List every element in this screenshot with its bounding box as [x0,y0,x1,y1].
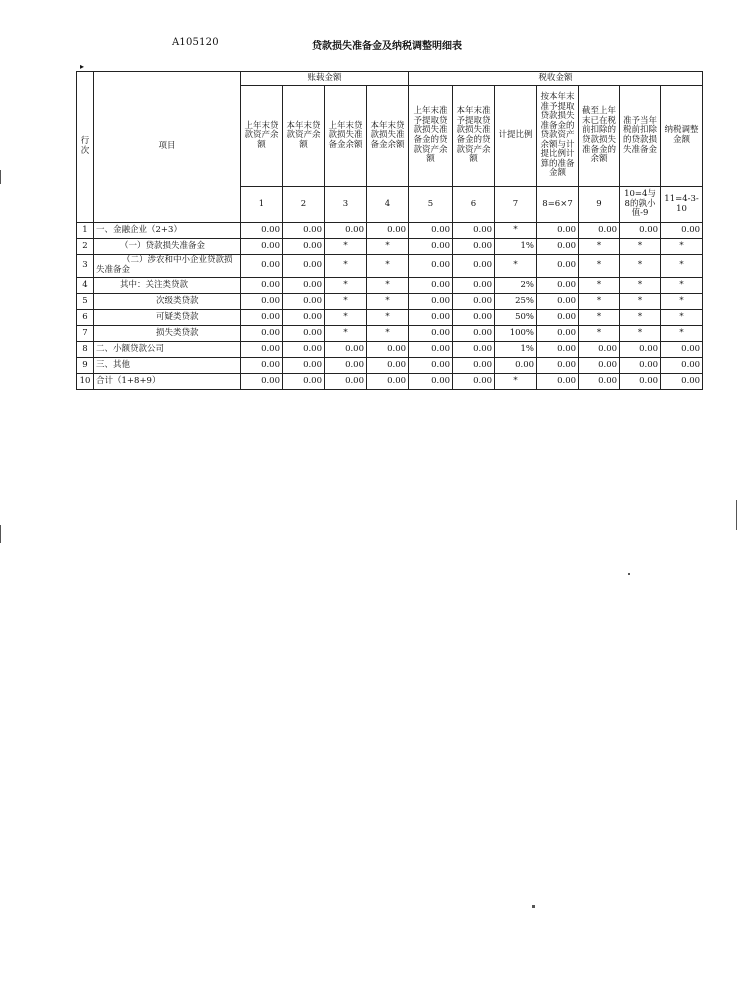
cell-col1: 0.00 [241,326,283,342]
cell-col4: * [367,310,409,326]
cell-col9: * [579,310,620,326]
cell-col2: 0.00 [283,342,325,358]
table-row [77,294,703,310]
cell-col6: 0.00 [453,310,495,326]
header-col3: 上年末贷款损失准备金余额 [325,86,367,187]
scan-artifact [0,525,1,543]
cell-col3: * [325,326,367,342]
table-row [77,326,703,342]
form-title: 贷款损失准备金及纳税调整明细表 [312,41,462,52]
form-code: A105120 [172,37,219,48]
row-item: （二）涉农和中小企业贷款损失准备金 [94,255,241,278]
colnum-2: 2 [283,187,325,223]
loan-loss-reserve-table [76,71,703,390]
cell-col4: * [367,326,409,342]
cell-col10: * [620,310,661,326]
row-line-no: 8 [77,342,94,358]
cell-col11: 0.00 [661,342,703,358]
cell-col6: 0.00 [453,223,495,239]
row-item: （一）贷款损失准备金 [94,239,241,255]
cell-col7: 0.00 [495,358,537,374]
cell-col10: * [620,294,661,310]
colnum-4: 4 [367,187,409,223]
cell-col9: 0.00 [579,374,620,390]
cell-col5: 0.00 [409,278,453,294]
row-item: 三、其他 [94,358,241,374]
header-col5: 上年末准予提取贷款损失准备金的贷款资产余额 [409,86,453,187]
cell-col9: * [579,278,620,294]
cell-col3: 0.00 [325,223,367,239]
cell-col2: 0.00 [283,255,325,278]
cell-col1: 0.00 [241,239,283,255]
cell-col2: 0.00 [283,294,325,310]
cell-col8: 0.00 [537,294,579,310]
cell-col3: 0.00 [325,374,367,390]
row-line-no: 2 [77,239,94,255]
cell-col11: * [661,326,703,342]
header-col11: 纳税调整金额 [661,86,703,187]
cell-col9: * [579,255,620,278]
cell-col6: 0.00 [453,358,495,374]
cell-col10: * [620,326,661,342]
cell-col10: 0.00 [620,358,661,374]
cell-col9: * [579,326,620,342]
cell-col10: 0.00 [620,223,661,239]
cell-col3: * [325,278,367,294]
table-row [77,239,703,255]
cell-col9: * [579,294,620,310]
cell-col4: * [367,255,409,278]
row-item: 损失类贷款 [94,326,241,342]
cell-col4: 0.00 [367,358,409,374]
cell-col11: 0.00 [661,223,703,239]
cell-col8: 0.00 [537,310,579,326]
cell-col1: 0.00 [241,223,283,239]
header-col7: 计提比例 [495,86,537,187]
cell-col11: * [661,278,703,294]
cell-col2: 0.00 [283,358,325,374]
cell-col11: * [661,310,703,326]
header-col9: 截至上年末已在税前扣除的贷款损失准备金的余额 [579,86,620,187]
cell-col8: 0.00 [537,358,579,374]
header-row-groups [77,72,703,86]
scan-artifact [532,905,535,908]
row-item: 合计（1+8+9） [94,374,241,390]
cell-col4: * [367,294,409,310]
cell-col9: 0.00 [579,342,620,358]
row-item: 二、小额贷款公司 [94,342,241,358]
row-line-no: 10 [77,374,94,390]
cell-col7: 1% [495,239,537,255]
cell-col5: 0.00 [409,358,453,374]
cell-col5: 0.00 [409,223,453,239]
cell-col5: 0.00 [409,310,453,326]
cell-col6: 0.00 [453,239,495,255]
table-row [77,278,703,294]
table-row [77,374,703,390]
cell-col11: 0.00 [661,374,703,390]
header-col6: 本年末准予提取贷款损失准备金的贷款资产余额 [453,86,495,187]
cell-col3: * [325,255,367,278]
cell-col8: 0.00 [537,239,579,255]
cell-col5: 0.00 [409,374,453,390]
cell-col11: * [661,294,703,310]
cell-col9: 0.00 [579,358,620,374]
row-item: 其中：关注类贷款 [94,278,241,294]
cell-col8: 0.00 [537,223,579,239]
header-col8: 按本年末准予提取贷款损失准备金的贷款资产余额与计提比例计算的准备金额 [537,86,579,187]
cell-col8: 0.00 [537,342,579,358]
cell-col3: 0.00 [325,342,367,358]
cell-col9: * [579,239,620,255]
cell-col6: 0.00 [453,255,495,278]
colnum-9: 9 [579,187,620,223]
cell-col3: * [325,310,367,326]
table-row [77,310,703,326]
cell-col10: * [620,255,661,278]
cell-col8: 0.00 [537,255,579,278]
cell-col3: 0.00 [325,358,367,374]
cell-col5: 0.00 [409,342,453,358]
scan-artifact [0,170,1,184]
cell-col7: * [495,255,537,278]
cell-col7: 25% [495,294,537,310]
cell-col7: * [495,374,537,390]
cell-col1: 0.00 [241,310,283,326]
colnum-11: 11=4-3-10 [661,187,703,223]
cell-col10: 0.00 [620,374,661,390]
row-line-no: 1 [77,223,94,239]
cell-col4: 0.00 [367,223,409,239]
scan-artifact [736,500,737,530]
cell-col3: * [325,239,367,255]
colnum-10: 10=4与8的孰小值-9 [620,187,661,223]
cell-col1: 0.00 [241,278,283,294]
table-row [77,255,703,278]
cell-col7: 2% [495,278,537,294]
cell-col3: * [325,294,367,310]
cell-col10: 0.00 [620,342,661,358]
row-line-no: 3 [77,255,94,278]
table-row [77,342,703,358]
cell-col5: 0.00 [409,294,453,310]
header-col4: 本年末贷款损失准备金余额 [367,86,409,187]
row-line-no: 7 [77,326,94,342]
cell-col8: 0.00 [537,326,579,342]
cell-col11: * [661,239,703,255]
cell-col1: 0.00 [241,358,283,374]
cell-col7: 50% [495,310,537,326]
colnum-3: 3 [325,187,367,223]
colnum-7: 7 [495,187,537,223]
cell-col1: 0.00 [241,342,283,358]
header-item: 项目 [94,72,241,223]
cell-col2: 0.00 [283,326,325,342]
header-line-no: 行次 [77,72,94,223]
cell-col5: 0.00 [409,239,453,255]
cell-col8: 0.00 [537,278,579,294]
cell-col11: * [661,255,703,278]
cell-col10: * [620,278,661,294]
cell-col2: 0.00 [283,239,325,255]
colnum-8: 8=6×7 [537,187,579,223]
cell-col7: * [495,223,537,239]
row-line-no: 4 [77,278,94,294]
cell-col4: 0.00 [367,342,409,358]
cell-col2: 0.00 [283,310,325,326]
row-item: 一、金融企业（2+3） [94,223,241,239]
cell-col5: 0.00 [409,326,453,342]
cell-col4: 0.00 [367,374,409,390]
header-col2: 本年末贷款资产余额 [283,86,325,187]
table-row [77,223,703,239]
cell-col1: 0.00 [241,294,283,310]
cell-col6: 0.00 [453,374,495,390]
cell-col8: 0.00 [537,374,579,390]
header-book-group: 账载金额 [241,72,409,86]
table-row [77,358,703,374]
cell-col2: 0.00 [283,374,325,390]
cell-col1: 0.00 [241,255,283,278]
cell-col2: 0.00 [283,223,325,239]
cell-col7: 1% [495,342,537,358]
cell-col7: 100% [495,326,537,342]
cell-col6: 0.00 [453,342,495,358]
colnum-1: 1 [241,187,283,223]
cell-col4: * [367,239,409,255]
cell-col1: 0.00 [241,374,283,390]
header-col1: 上年末贷款资产余额 [241,86,283,187]
cell-col2: 0.00 [283,278,325,294]
header-col10: 准予当年税前扣除的贷款损失准备金 [620,86,661,187]
cell-col6: 0.00 [453,326,495,342]
row-line-no: 9 [77,358,94,374]
scan-artifact [628,573,630,575]
cell-col6: 0.00 [453,294,495,310]
corner-mark: ▸ [80,62,85,71]
row-item: 次级类贷款 [94,294,241,310]
row-line-no: 5 [77,294,94,310]
cell-col6: 0.00 [453,278,495,294]
cell-col5: 0.00 [409,255,453,278]
row-item: 可疑类贷款 [94,310,241,326]
cell-col9: 0.00 [579,223,620,239]
colnum-6: 6 [453,187,495,223]
cell-col11: 0.00 [661,358,703,374]
header-tax-group: 税收金额 [409,72,703,86]
colnum-5: 5 [409,187,453,223]
cell-col4: * [367,278,409,294]
row-line-no: 6 [77,310,94,326]
cell-col10: * [620,239,661,255]
